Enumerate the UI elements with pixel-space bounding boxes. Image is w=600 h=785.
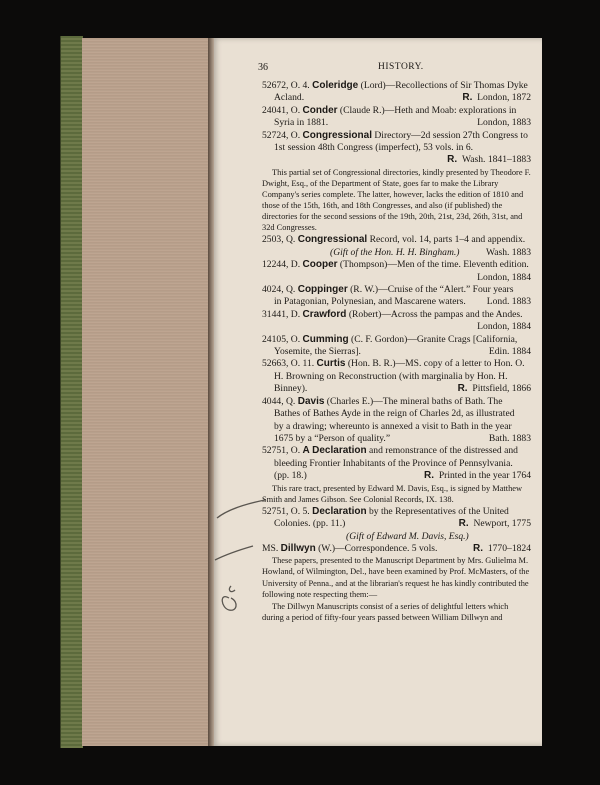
pencil-mark-line-1 (217, 500, 265, 518)
entry-coleridge: 52672, O. 4. Coleridge (Lord)—Recollections of Sir Thomas Dyke Acland. R. London, 1872 (262, 80, 531, 104)
note-dillwyn-1: These papers, presented to the Manuscript Department by Mrs. Gulielma M. Howland, of Wilmington, Del., have been examined by Prof. McMasters, of the University of Penna., and at the librarian's request he has kindly contributed the following note respecting them:— (262, 556, 530, 599)
entry-coppinger: 4024, Q. Coppinger (R. W.)—Cruise of the “Alert.” Four years in Patagonian, Polynesian, and Mascarene waters. Lond. 1883 (262, 284, 531, 308)
entry-dillwyn: MS. Dillwyn (W.)—Correspondence. 5 vols. R. 1770–1824 (262, 542, 531, 554)
entry-curtis: 52663, O. 11. Curtis (Hon. B. R.)—MS. copy of a letter to Hon. O. H. Browning on Reconstruction (with marginalia by Hon. H. Binney). R. Pittsfield, 1866 (262, 358, 531, 395)
entry-cooper: 12244, D. Cooper (Thompson)—Men of the time. Eleventh edition. London, 1884 (262, 259, 531, 283)
catalog-text (262, 80, 531, 624)
pencil-mark-glyph (222, 586, 236, 610)
page-edges (82, 38, 211, 746)
page-number: 36 (258, 62, 268, 73)
note-tract: This rare tract, presented by Edward M. Davis, Esq., is signed by Matthew Smith and James Gibson. See Colonial Records, IX. 138. (262, 483, 523, 504)
page-heading: HISTORY. (378, 62, 424, 72)
entry-declaration-1775: 52751, O. 5. Declaration by the Representatives of the United Colonies. (pp. 11.) R. Newport, 1775 (Gift of Edward M. Davis, Esq.) (262, 505, 531, 542)
entry-declaration-1764: 52751, O. A Declaration and remonstrance of the distressed and bleeding Frontier Inhabitants of the Province of Pennsylvania. (pp. 18.) R. Printed in the year 1764 (262, 445, 531, 482)
entry-crawford: 31441, D. Crawford (Robert)—Across the pampas and the Andes. London, 1884 (262, 308, 531, 333)
pencil-mark-line-2 (215, 546, 253, 560)
entry-davis: 4044, Q. Davis (Charles E.)—The mineral baths of Bath. The Bathes of Bathes Ayde in the reign of Charles 2d, as illustrated by a drawing; whereunto is annexed a visit to Bath in the year 1675 by a “Person of quality.” Bath. 1883 (262, 395, 531, 444)
entry-congressional-record: 2503, Q. Congressional Record, vol. 14, parts 1–4 and appendix. (Gift of the Hon. H. H. Bingham.) Wash. 1883 (262, 234, 531, 258)
entry-congressional-directory: 52724, O. Congressional Directory—2d session 27th Congress to 1st session 48th Congress (imperfect), 53 vols. in 6. R. Wash. 1841–1883 (262, 129, 531, 166)
entry-cumming: 24105, O. Cumming (C. F. Gordon)—Granite Crags [California, Yosemite, the Sierras]. Edin. 1884 (262, 333, 531, 358)
entry-conder: 24041, O. Conder (Claude R.)—Heth and Moab: explorations in Syria in 1881. London, 1883 (262, 104, 531, 129)
running-header (258, 62, 530, 76)
note-dillwyn-2: The Dillwyn Manuscripts consist of a series of delightful letters which during a period of fifty-four years passed between William Dillwyn and (262, 601, 509, 622)
book-cover-spine (60, 36, 83, 748)
page-gutter (208, 38, 214, 746)
note-congress: This partial set of Congressional directories, kindly presented by Theodore F. Dwight, Esq., of the Department of State, goes far to make the Library Company's series complete. The latter, however, lacks the edition of 1810 and those of the 15th, 16th, and 18th Congresses, and also (if published) the directories for the second sessions of the 19th, 20th, 21st, 23d, 26th, 31st, and 32d Congresses. (262, 167, 531, 233)
pencil-marks (205, 480, 285, 630)
